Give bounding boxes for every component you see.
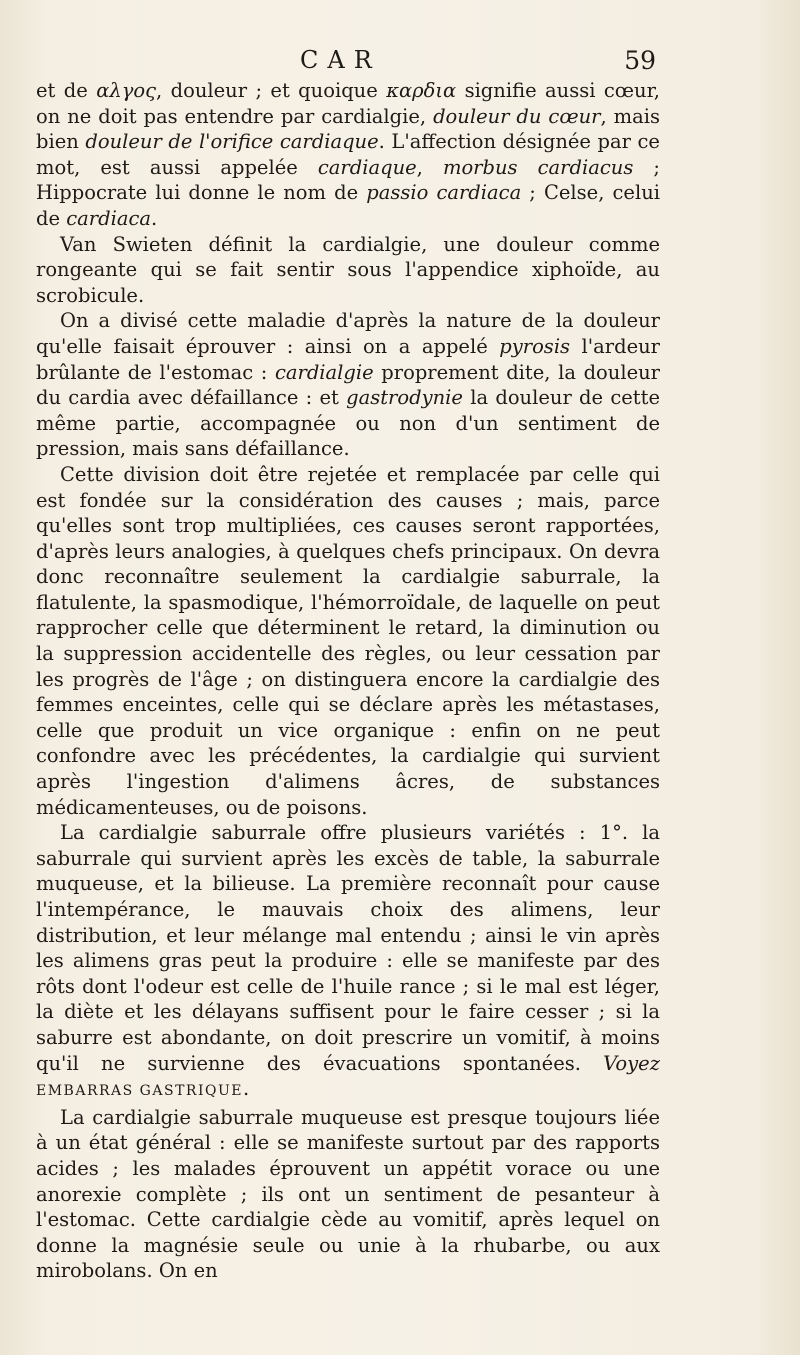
running-head: CAR bbox=[300, 46, 381, 74]
paragraph: et de αλγος, douleur ; et quoique καρδια signifie aussi cœur, on ne doit pas entendre par cardialgie, douleur du cœur, mais bien douleur de l'orifice cardiaque. L'affection désignée par ce mot, est aussi appelée cardiaque, morbus cardiacus ; Hippocrate lui donne le nom de passio cardiaca ; Celse, celui de cardiaca. bbox=[36, 79, 660, 230]
paragraph: On a divisé cette maladie d'après la nature de la douleur qu'elle faisait éprouver : ainsi on a appelé pyrosis l'ardeur brûlante de l'estomac : cardialgie proprement dite, la douleur du cardia avec défaillance : et gastrodynie la douleur de cette même partie, accompagnée ou non d'un sentiment de pression, mais sans défaillance. bbox=[36, 309, 661, 461]
page-header bbox=[0, 40, 800, 80]
paragraph: Van Swieten définit la cardialgie, une douleur comme rongeante qui se fait sentir sous l'appendice xiphoïde, au scrobicule. bbox=[36, 232, 660, 307]
paragraph: Cette division doit être rejetée et remplacée par celle qui est fondée sur la considération des causes ; mais, parce qu'elles sont trop multipliées, ces causes seront rapportées, d'après leurs analogies, à quelques chefs principaux. On devra donc reconnaître seulement la cardialgie saburrale, la flatulente, la spasmodique, l'hémorroïdale, de laquelle on peut rapprocher celle que déterminent le retard, la diminution ou la suppression accidentelle des règles, ou leur cessation par les progrès de l'âge ; on distinguera encore la cardialgie des femmes enceintes, celle qui se déclare après les métastases, celle que produit un vice organique : enfin on ne peut confondre avec les précédentes, la cardialgie qui survient après l'ingestion d'alimens âcres, de substances médicamenteuses, ou de poisons. bbox=[36, 462, 660, 819]
paragraph: La cardialgie saburrale muqueuse est presque toujours liée à un état général : elle se manifeste surtout par des rapports acides ; les malades éprouvent un appétit vorace ou une anorexie complète ; ils ont un sentiment de pesanteur à l'estomac. Cette cardialgie cède au vomitif, après lequel on donne la magnésie seule ou unie à la rhubarbe, ou aux mirobolans. On en bbox=[36, 1105, 660, 1283]
page-number: 59 bbox=[624, 46, 656, 75]
paragraph: La cardialgie saburrale offre plusieurs variétés : 1°. la saburrale qui survient après les excès de table, la saburrale muqueuse, et la bilieuse. La première reconnaît pour cause l'intempérance, le mauvais choix des alimens, leur distribution, et leur mélange mal entendu ; ainsi le vin après les alimens gras peut la produire : elle se manifeste par des rôts dont l'odeur est celle de l'huile rance ; si le mal est léger, la diète et les délayans suffisent pour le faire cesser ; si la saburre est abondante, on doit prescrire un vomitif, à moins qu'il ne survienne des évacuations spontanées. Voyez EMBARRAS GASTRIQUE. bbox=[36, 821, 660, 1101]
body-text bbox=[36, 78, 660, 1284]
